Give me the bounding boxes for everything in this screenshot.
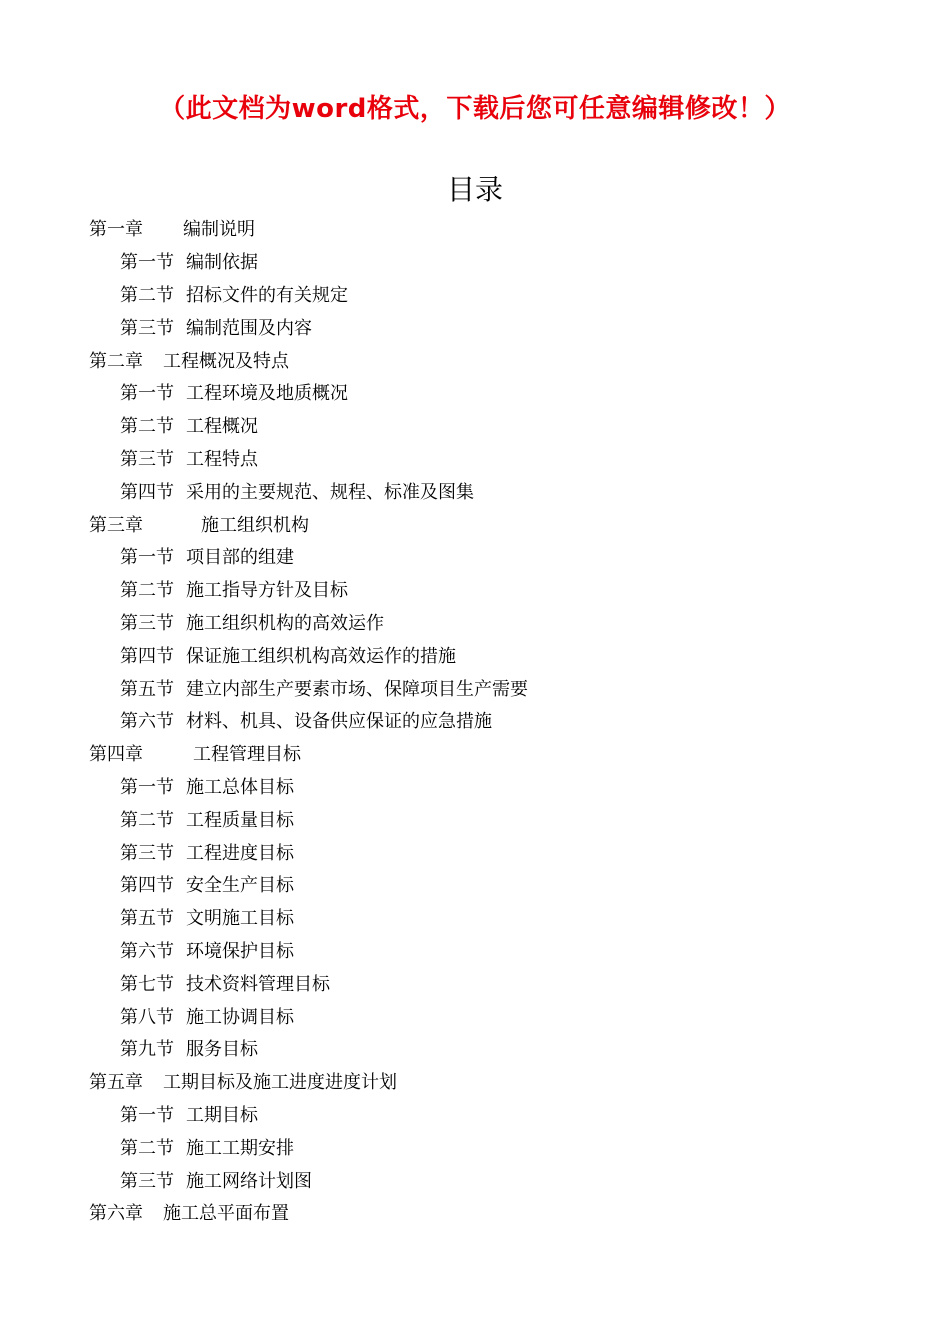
chapter-number: 第六章 (89, 1203, 143, 1225)
table-of-contents (0, 212, 950, 1229)
section-number: 第二节 (120, 416, 174, 438)
section-number: 第八节 (120, 1006, 174, 1028)
section-title: 建立内部生产要素市场、保障项目生产需要 (186, 678, 528, 700)
toc-chapter[interactable] (0, 507, 950, 540)
toc-section[interactable] (0, 835, 950, 868)
section-number: 第三节 (120, 842, 174, 864)
section-title: 工程质量目标 (186, 809, 294, 831)
toc-chapter[interactable] (0, 1065, 950, 1098)
section-title: 服务目标 (186, 1039, 258, 1061)
section-number: 第三节 (120, 317, 174, 339)
chapter-number: 第五章 (89, 1072, 143, 1094)
toc-chapter[interactable] (0, 737, 950, 770)
toc-section[interactable] (0, 540, 950, 573)
toc-section[interactable] (0, 278, 950, 311)
chapter-title: 编制说明 (183, 219, 255, 241)
section-title: 施工工期安排 (186, 1137, 294, 1159)
section-number: 第一节 (120, 1104, 174, 1126)
section-number: 第二节 (120, 1137, 174, 1159)
section-title: 技术资料管理目标 (186, 973, 330, 995)
chapter-title: 施工组织机构 (201, 514, 309, 536)
section-title: 工程概况 (186, 416, 258, 438)
toc-section[interactable] (0, 606, 950, 639)
chapter-number: 第一章 (89, 219, 143, 241)
chapter-number: 第三章 (89, 514, 143, 536)
toc-section[interactable] (0, 1098, 950, 1131)
section-number: 第九节 (120, 1039, 174, 1061)
toc-section[interactable] (0, 376, 950, 409)
section-title: 施工网络计划图 (186, 1170, 312, 1192)
toc-section[interactable] (0, 868, 950, 901)
toc-section[interactable] (0, 474, 950, 507)
section-title: 编制范围及内容 (186, 317, 312, 339)
section-number: 第三节 (120, 1170, 174, 1192)
chapter-title: 工期目标及施工进度进度计划 (163, 1072, 397, 1094)
section-title: 编制依据 (186, 252, 258, 274)
toc-section[interactable] (0, 409, 950, 442)
section-number: 第七节 (120, 973, 174, 995)
section-number: 第六节 (120, 940, 174, 962)
section-number: 第五节 (120, 908, 174, 930)
section-number: 第六节 (120, 711, 174, 733)
toc-section[interactable] (0, 573, 950, 606)
toc-section[interactable] (0, 802, 950, 835)
toc-section[interactable] (0, 1032, 950, 1065)
toc-section[interactable] (0, 934, 950, 967)
section-number: 第二节 (120, 809, 174, 831)
section-number: 第四节 (120, 481, 174, 503)
toc-title: 目录 (446, 173, 503, 206)
section-number: 第三节 (120, 612, 174, 634)
toc-chapter[interactable] (0, 1196, 950, 1229)
section-title: 施工协调目标 (186, 1006, 294, 1028)
section-title: 招标文件的有关规定 (186, 284, 348, 306)
section-number: 第一节 (120, 252, 174, 274)
section-title: 工程进度目标 (186, 842, 294, 864)
chapter-number: 第二章 (89, 350, 143, 372)
toc-section[interactable] (0, 671, 950, 704)
section-number: 第四节 (120, 645, 174, 667)
toc-chapter[interactable] (0, 212, 950, 245)
section-title: 文明施工目标 (186, 908, 294, 930)
section-number: 第二节 (120, 284, 174, 306)
section-number: 第二节 (120, 580, 174, 602)
edit-notice: （此文档为word格式，下载后您可任意编辑修改！） (159, 94, 791, 124)
chapter-title: 施工总平面布置 (163, 1203, 289, 1225)
chapter-title: 工程管理目标 (193, 744, 301, 766)
toc-chapter[interactable] (0, 343, 950, 376)
section-title: 施工指导方针及目标 (186, 580, 348, 602)
section-number: 第一节 (120, 776, 174, 798)
toc-section[interactable] (0, 770, 950, 803)
toc-section[interactable] (0, 999, 950, 1032)
section-title: 项目部的组建 (186, 547, 294, 569)
toc-section[interactable] (0, 638, 950, 671)
toc-section[interactable] (0, 1130, 950, 1163)
chapter-title: 工程概况及特点 (163, 350, 289, 372)
section-number: 第五节 (120, 678, 174, 700)
toc-section[interactable] (0, 1163, 950, 1196)
section-title: 材料、机具、设备供应保证的应急措施 (186, 711, 492, 733)
toc-section[interactable] (0, 245, 950, 278)
section-title: 工程环境及地质概况 (186, 383, 348, 405)
toc-section[interactable] (0, 901, 950, 934)
section-number: 第四节 (120, 875, 174, 897)
section-number: 第一节 (120, 383, 174, 405)
section-number: 第一节 (120, 547, 174, 569)
toc-section[interactable] (0, 310, 950, 343)
section-title: 采用的主要规范、规程、标准及图集 (186, 481, 474, 503)
section-title: 施工总体目标 (186, 776, 294, 798)
toc-section[interactable] (0, 704, 950, 737)
section-number: 第三节 (120, 448, 174, 470)
toc-section[interactable] (0, 442, 950, 475)
section-title: 保证施工组织机构高效运作的措施 (186, 645, 456, 667)
toc-section[interactable] (0, 966, 950, 999)
section-title: 环境保护目标 (186, 940, 294, 962)
section-title: 安全生产目标 (186, 875, 294, 897)
section-title: 施工组织机构的高效运作 (186, 612, 384, 634)
section-title: 工期目标 (186, 1104, 258, 1126)
chapter-number: 第四章 (89, 744, 143, 766)
section-title: 工程特点 (186, 448, 258, 470)
